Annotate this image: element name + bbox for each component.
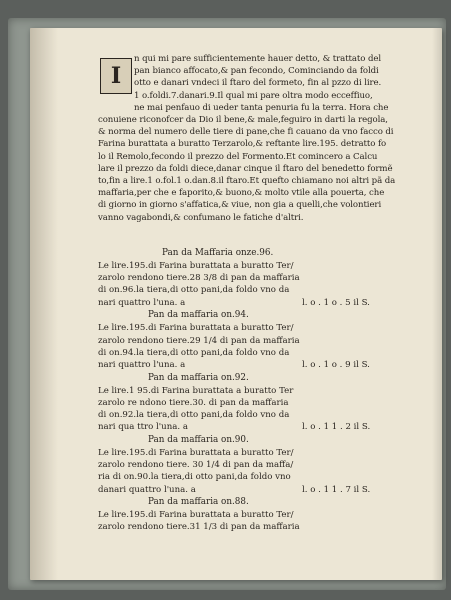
entry-heading: Pan da maffaria on.88. — [148, 497, 249, 508]
intro-line: to,fin a lire.1 o.fol.1 o.dan.8.il ftaro.Et quefto chiamano noi altri pã da — [98, 176, 396, 186]
entry-line: Le lire.195.di Farina burattata a buratto Ter/ — [98, 447, 294, 458]
entry-line: nari quattro l'una. a — [98, 297, 186, 308]
intro-line: vanno vagabondi,& confumano le fatiche d'altri. — [98, 212, 304, 223]
intro-line: otto e danari vndeci il ftaro del formeto, fin al pzzo di lire. — [134, 78, 382, 89]
entry-line: danari quattro l'una. a — [98, 484, 196, 495]
book-page — [30, 28, 442, 580]
entry-line: zarolo rendono tiere. 30 1/4 di pan da maffa/ — [98, 460, 294, 471]
entry-line: nari qua ttro l'una. a — [98, 422, 188, 433]
entry-line: di on.94.la tiera,di otto pani,da foldo vno da — [98, 347, 290, 358]
intro-line: di giorno in giorno s'affatica,& viue, non gia a quelli,che volontieri — [98, 200, 382, 211]
drop-cap: I — [100, 58, 132, 94]
entry-line: nari quattro l'una. a — [98, 359, 186, 370]
price-value: l. o . 1 1 . 7 il S. — [302, 484, 371, 495]
entry-line: Le lire.195.di Farina burattata a buratto Ter/ — [98, 510, 294, 521]
intro-line: lo il Remolo,fecondo il prezzo del Formento.Et comincero a Calcu — [98, 151, 378, 162]
intro-line: & norma del numero delle tiere di pane,che fi cauano da vno facco di — [98, 127, 394, 138]
intro-line: 1 o.foldi.7.danari.9.Il qual mi pare oltra modo ecceffiuo, — [134, 90, 373, 101]
entry-heading: Pan da maffaria on.92. — [148, 372, 249, 383]
intro-line: conuiene riconofcer da Dio il bene,& male,feguiro in darti la regola, — [98, 115, 388, 125]
entry-line: zarolo rendono tiere.31 1/3 di pan da maffaria — [98, 522, 300, 533]
entry-line: Le lire.1 95.di Farina burattata a buratto Ter — [98, 385, 294, 396]
price-value: l. o . 1 o . 5 il S. — [302, 297, 370, 308]
entry-line: di on.96.la tiera,di otto pani,da foldo vno da — [98, 285, 290, 296]
entry-heading: Pan da maffaria on.90. — [148, 434, 249, 445]
intro-line: n qui mi pare sufficientemente hauer detto, & trattato del — [134, 54, 382, 64]
entry-line: zarolo rendono tiere.29 1/4 di pan da maffaria — [98, 335, 300, 346]
price-value: l. o . 1 1 . 2 il S. — [302, 422, 371, 433]
intro-line: Farina burattata a buratto Terzarolo,& reftante lire.195. detratto fo — [98, 139, 387, 150]
entry-line: ria di on.90.la tiera,di otto pani,da foldo vno — [98, 472, 291, 483]
entry-line: Le lire.195.di Farina burattata a buratto Ter/ — [98, 323, 294, 334]
entry-line: Le lire.195.di Farina burattata a buratto Ter/ — [98, 261, 294, 271]
price-value: l. o . 1 o . 9 il S. — [302, 359, 370, 370]
entry-line: zarolo re ndono tiere.30. di pan da maffaria — [98, 397, 289, 408]
intro-line: maffaria,per che e faporito,& buono,& molto vtile alla pouerta, che — [98, 188, 385, 199]
intro-line: pan bianco affocato,& pan fecondo, Cominciando da foldi — [134, 66, 379, 77]
entry-heading: Pan da Maffaria onze.96. — [162, 248, 274, 258]
intro-line: ne mai penfauo di ueder tanta penuria fu la terra. Hora che — [134, 102, 389, 113]
intro-line: lare il prezzo da foldi diece,danar cinque il ftaro del benedetto formẽ — [98, 163, 393, 174]
entry-line: di on.92.la tiera,di otto pani,da foldo vno da — [98, 410, 290, 420]
entry-line: zarolo rendono tiere.28 3/8 di pan da maffaria — [98, 273, 300, 284]
entry-heading: Pan da maffaria on.94. — [148, 310, 249, 321]
